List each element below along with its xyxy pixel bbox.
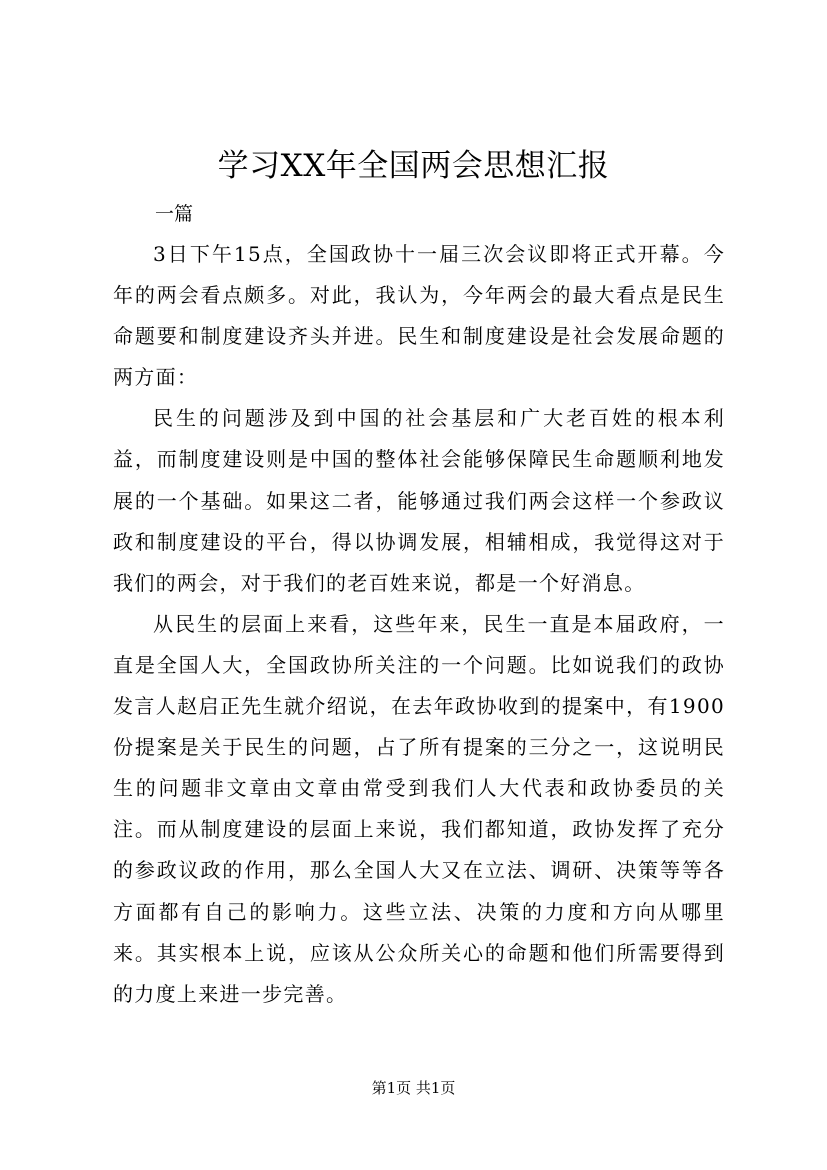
paragraph: 3日下午15点，全国政协十一届三次会议即将正式开幕。今年的两会看点颇多。对此，我认为，今年两会的最大看点是民生命题要和制度建设齐头并进。民生和制度建设是社会发展命题的两方面： (113, 242, 725, 390)
page-footer: 第1页 共1页 (371, 1079, 456, 1097)
paragraph: 从民生的层面上来看，这些年来，民生一直是本届政府，一直是全国人大，全国政协所关注的一个问题。比如说我们的政协发言人赵启正先生就介绍说，在去年政协收到的提案中，有1900份提案是关于民生的问题，占了所有提案的三分之一，这说明民生的问题非文章由文章由常受到我们人大代表和政协委员的关注。而从制度建设的层面上来说，我们都知道，政协发挥了充分的参政议政的作用，那么全国人大又在立法、调研、决策等等各方面都有自己的影响力。这些立法、决策的力度和方向从哪里来。其实根本上说，应该从公众所关心的命题和他们所需要得到的力度上来进一步完善。 (113, 611, 725, 1006)
section-label: 一篇 (155, 203, 194, 225)
document-body (113, 234, 725, 1015)
document-title: 学习XX年全国两会思想汇报 (217, 148, 610, 184)
paragraph: 民生的问题涉及到中国的社会基层和广大老百姓的根本利益，而制度建设则是中国的整体社会能够保障民生命题顺利地发展的一个基础。如果这二者，能够通过我们两会这样一个参政议政和制度建设的平台，得以协调发展，相辅相成，我觉得这对于我们的两会，对于我们的老百姓来说，都是一个好消息。 (113, 406, 725, 595)
